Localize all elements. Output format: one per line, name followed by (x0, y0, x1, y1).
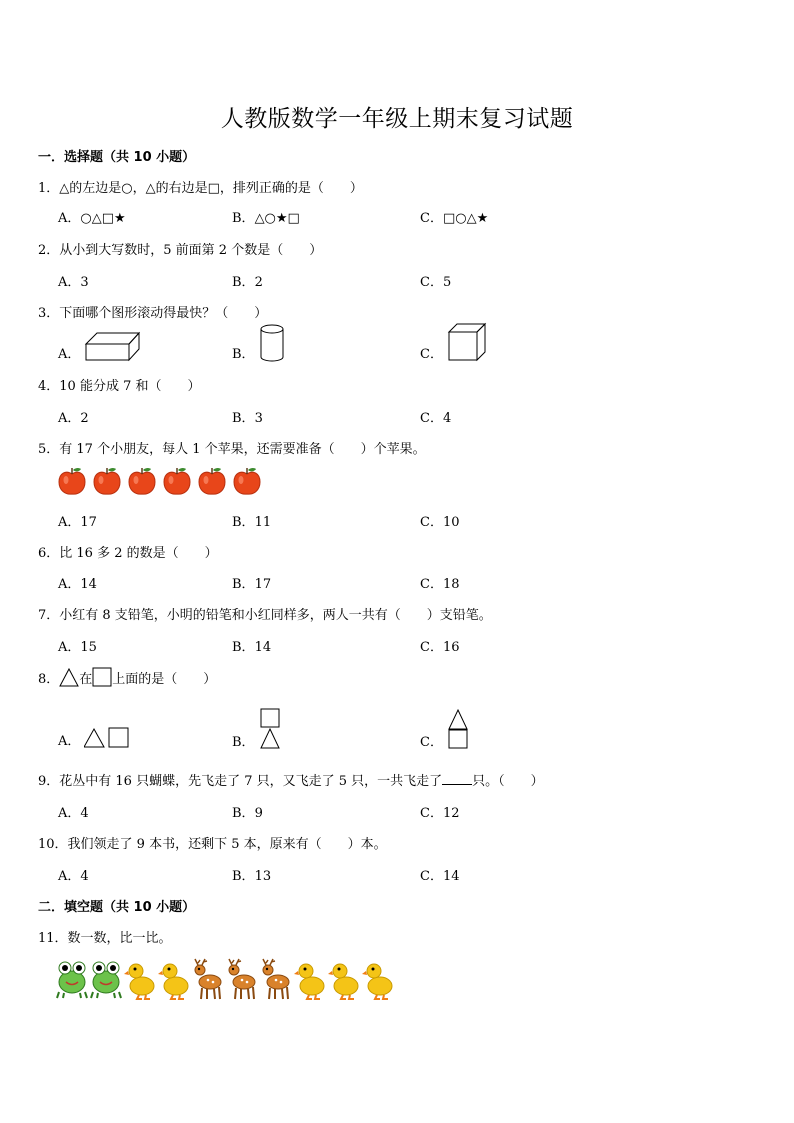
option-label: C． (420, 275, 443, 290)
question-word: 在 (79, 672, 93, 687)
deer-icon (260, 958, 292, 1000)
frog-icon (90, 958, 122, 1000)
apple-icon (58, 466, 86, 496)
option-label: B． (232, 806, 255, 821)
option-c[interactable] (420, 802, 460, 821)
option-c[interactable] (420, 207, 488, 226)
option-b[interactable] (232, 324, 285, 362)
option-a[interactable] (58, 271, 89, 290)
question-9 (38, 770, 544, 789)
question-1: 1．△的左边是○，△的右边是□，排列正确的是（ ） (38, 181, 363, 196)
cube-icon (447, 322, 487, 362)
option-b[interactable] (232, 271, 263, 290)
option-a[interactable] (58, 636, 97, 655)
option-c[interactable] (420, 573, 460, 592)
option-a[interactable] (58, 330, 140, 362)
option-a[interactable] (58, 511, 97, 530)
option-c[interactable] (420, 865, 460, 884)
option-label: C． (420, 735, 443, 750)
option-text: 17 (254, 577, 272, 592)
option-label: B． (232, 411, 255, 426)
apple-row (58, 466, 261, 496)
option-text: 11 (254, 515, 272, 530)
cylinder-icon (259, 324, 285, 362)
triangle-icon (59, 667, 79, 687)
duck-icon (124, 958, 156, 1000)
question-rest: 上面的是（ ） (112, 672, 217, 687)
options-q5 (0, 511, 794, 531)
option-label: C． (420, 577, 443, 592)
option-text: △○★□ (254, 211, 300, 226)
option-text: □○△★ (442, 211, 489, 226)
option-text: 15 (80, 640, 97, 655)
duck-icon (328, 958, 360, 1000)
option-label: A． (58, 577, 81, 592)
option-b[interactable] (232, 207, 300, 226)
option-a[interactable] (58, 802, 89, 821)
option-label: C． (420, 515, 443, 530)
option-b[interactable] (232, 407, 263, 426)
option-text: ○△□★ (80, 211, 126, 226)
option-c[interactable] (420, 708, 469, 750)
option-label: C． (420, 211, 443, 226)
apple-icon (128, 466, 156, 496)
option-label: C． (420, 640, 443, 655)
option-b[interactable] (232, 573, 271, 592)
section-heading-fill: 二．填空题（共 10 小题） (38, 900, 196, 915)
triangle-square-side-icon (84, 727, 130, 749)
options-q4 (0, 407, 794, 427)
section-heading-choice: 一．选择题（共 10 小题） (38, 150, 196, 165)
option-label: C． (420, 806, 443, 821)
option-text: 14 (442, 869, 460, 884)
question-8 (38, 667, 216, 687)
question-4: 4．10 能分成 7 和（ ） (38, 379, 201, 394)
question-7: 7．小红有 8 支铅笔，小明的铅笔和小红同样多，两人一共有（ ）支铅笔。 (38, 608, 492, 623)
option-label: A． (58, 411, 81, 426)
option-text: 3 (254, 411, 263, 426)
option-a[interactable] (58, 865, 89, 884)
question-text-after: 只。（ ） (472, 774, 544, 789)
apple-icon (233, 466, 261, 496)
duck-icon (362, 958, 394, 1000)
option-a[interactable] (58, 207, 126, 226)
option-text: 17 (80, 515, 97, 530)
frog-icon (56, 958, 88, 1000)
option-text: 3 (80, 275, 89, 290)
option-label: A． (58, 515, 81, 530)
option-label: C． (420, 347, 443, 362)
page-title: 人教版数学一年级上期末复习试题 (220, 106, 574, 132)
option-c[interactable] (420, 271, 451, 290)
option-label: A． (58, 275, 81, 290)
option-text: 5 (442, 275, 452, 290)
option-label: B． (232, 515, 255, 530)
duck-icon (158, 958, 190, 1000)
option-text: 14 (80, 577, 97, 592)
option-label: B． (232, 211, 255, 226)
option-b[interactable] (232, 636, 271, 655)
option-text: 13 (254, 869, 272, 884)
option-label: B． (232, 640, 255, 655)
cuboid-icon (84, 330, 140, 362)
option-label: B． (232, 275, 255, 290)
option-text: 10 (442, 515, 460, 530)
option-label: B． (232, 577, 255, 592)
option-label: C． (420, 869, 443, 884)
option-text: 14 (254, 640, 272, 655)
apple-icon (198, 466, 226, 496)
option-text: 16 (442, 640, 460, 655)
option-b[interactable] (232, 802, 263, 821)
option-b[interactable] (232, 511, 271, 530)
option-text: 12 (442, 806, 460, 821)
deer-icon (226, 958, 258, 1000)
option-text: 18 (442, 577, 460, 592)
duck-icon (294, 958, 326, 1000)
option-label: B． (232, 347, 255, 362)
option-label: C． (420, 411, 443, 426)
option-b[interactable] (232, 865, 271, 884)
answer-blank[interactable] (442, 772, 472, 785)
option-label: A． (58, 640, 81, 655)
options-q7 (0, 636, 794, 656)
options-q6 (0, 573, 794, 593)
option-label: A． (58, 806, 81, 821)
option-a[interactable] (58, 407, 89, 426)
option-a[interactable] (58, 727, 130, 749)
question-5: 5．有 17 个小朋友，每人 1 个苹果，还需要准备（ ）个苹果。 (38, 442, 426, 457)
option-text: 9 (254, 806, 263, 821)
option-label: A． (58, 211, 81, 226)
option-text: 4 (80, 806, 89, 821)
option-b[interactable] (232, 708, 281, 750)
options-q9 (0, 802, 794, 822)
option-a[interactable] (58, 573, 97, 592)
question-2: 2．从小到大写数时，5 前面第 2 个数是（ ） (38, 243, 323, 258)
option-c[interactable] (420, 511, 460, 530)
option-c[interactable] (420, 322, 487, 362)
options-q1 (0, 207, 794, 227)
question-number: 8． (38, 672, 60, 687)
animal-row (56, 958, 394, 1000)
option-text: 2 (80, 411, 89, 426)
square-over-triangle-icon (259, 708, 281, 750)
options-q2 (0, 271, 794, 291)
option-text: 2 (254, 275, 263, 290)
option-label: A． (58, 869, 81, 884)
option-text: 4 (442, 411, 452, 426)
options-q10 (0, 865, 794, 885)
question-text-before: 9．花丛中有 16 只蝴蝶，先飞走了 7 只，又飞走了 5 只，一共飞走了 (38, 774, 443, 789)
apple-icon (163, 466, 191, 496)
question-6: 6．比 16 多 2 的数是（ ） (38, 546, 218, 561)
triangle-over-square-icon (447, 708, 469, 750)
option-c[interactable] (420, 636, 460, 655)
square-icon (92, 667, 112, 687)
option-text: 4 (80, 869, 89, 884)
deer-icon (192, 958, 224, 1000)
option-label: A． (58, 734, 81, 749)
option-label: A． (58, 347, 81, 362)
question-3: 3．下面哪个图形滚动得最快？（ ） (38, 306, 268, 321)
apple-icon (93, 466, 121, 496)
option-c[interactable] (420, 407, 451, 426)
option-label: B． (232, 735, 255, 750)
question-10: 10．我们领走了 9 本书，还剩下 5 本，原来有（ ）本。 (38, 837, 387, 852)
option-label: B． (232, 869, 255, 884)
question-11: 11．数一数，比一比。 (38, 931, 172, 946)
